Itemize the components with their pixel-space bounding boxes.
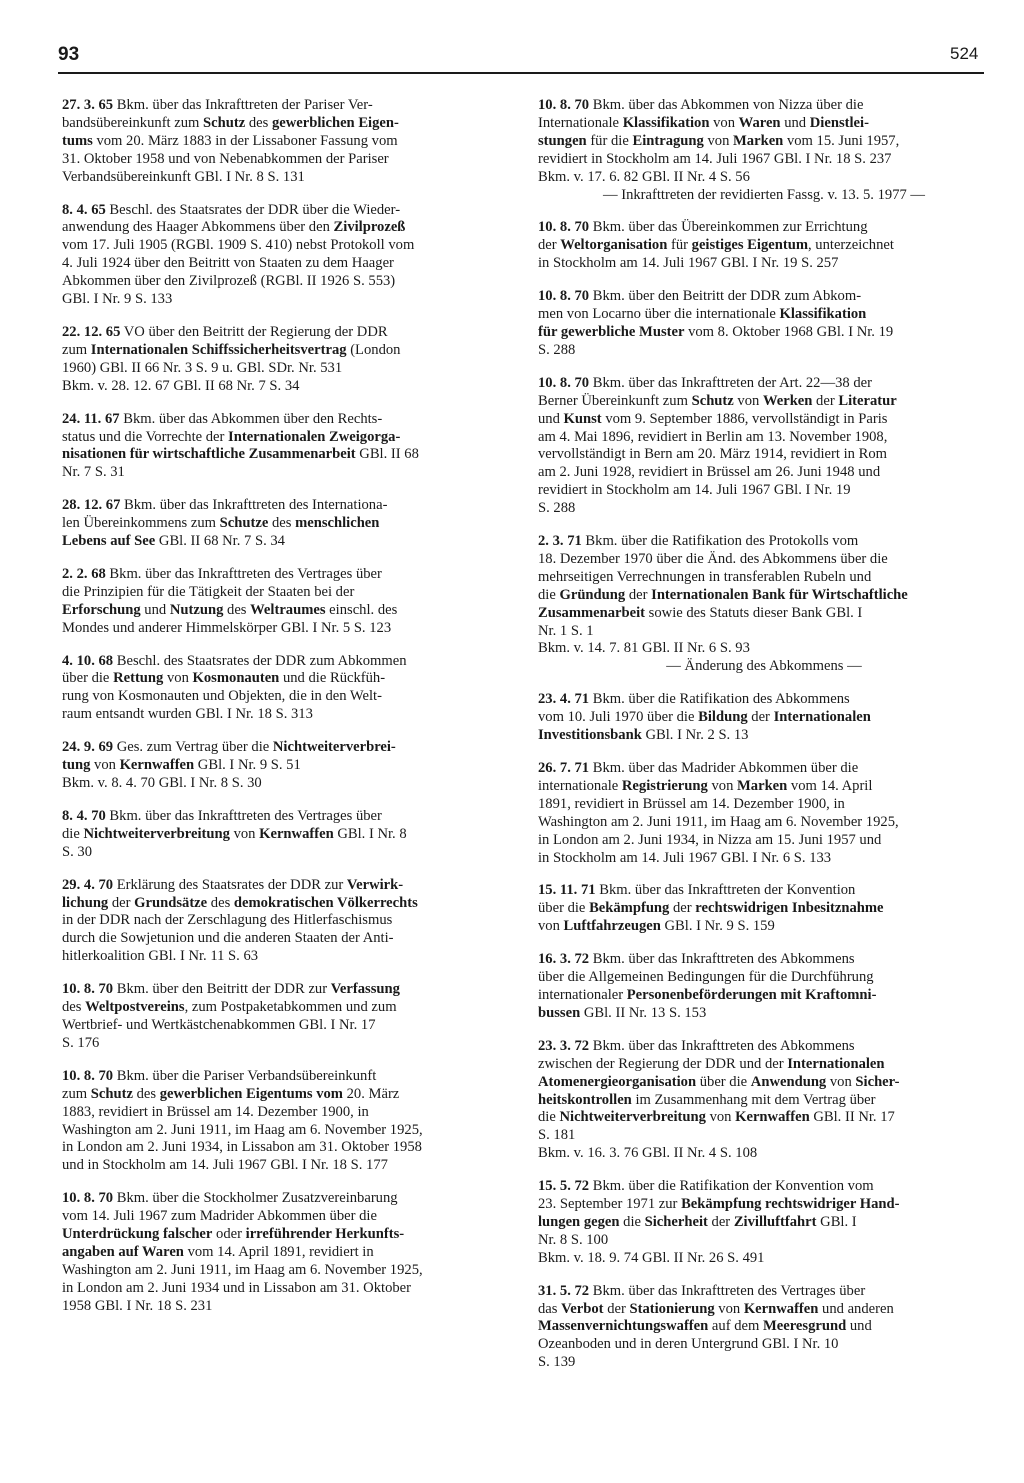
legal-entry [62, 324, 514, 396]
legal-entry [62, 1068, 514, 1175]
entry-line: 16. 3. 72 Bkm. über das Inkrafttreten des Abkommens [538, 951, 855, 968]
entry-line: 1958 GBl. I Nr. 18 S. 231 [62, 1297, 213, 1314]
legal-entry [62, 653, 514, 725]
legal-entry [62, 877, 514, 967]
page-number-right: 524 [950, 44, 979, 63]
entry-line: zum Internationalen Schiffssicherheitsvertrag (London [62, 341, 401, 358]
entry-line: 8. 4. 70 Bkm. über das Inkrafttreten des Vertrages über [62, 807, 382, 824]
entry-line: stungen für die Eintragung von Marken vom 15. Juni 1957, [538, 132, 900, 149]
entry-note: — Änderung des Abkommens — [666, 658, 862, 675]
legal-entry [62, 497, 514, 551]
entry-line: 24. 9. 69 Ges. zum Vertrag über die Nichtweiterverbrei- [62, 739, 396, 756]
entry-line: hitlerkoalition GBl. I Nr. 11 S. 63 [62, 948, 259, 965]
entry-line: len Übereinkommens zum Schutze des menschlichen [62, 515, 380, 532]
entry-line: in Stockholm am 14. Juli 1967 GBl. I Nr. 6 S. 133 [538, 849, 832, 866]
entry-line: S. 288 [538, 341, 576, 358]
entry-line: 23. September 1971 zur Bekämpfung rechtswidriger Hand- [538, 1196, 900, 1213]
legal-entry [62, 202, 514, 309]
entry-line: in Stockholm am 14. Juli 1967 GBl. I Nr. 19 S. 257 [538, 255, 839, 272]
entry-line: bussen GBl. II Nr. 13 S. 153 [538, 1004, 707, 1021]
entry-line: Bkm. v. 16. 3. 76 GBl. II Nr. 4 S. 108 [538, 1145, 758, 1162]
entry-line: GBl. I Nr. 9 S. 133 [62, 291, 173, 308]
legal-entry [62, 411, 514, 483]
entry-line: angaben auf Waren vom 14. April 1891, revidiert in [62, 1243, 374, 1260]
entry-line: von Luftfahrzeugen GBl. I Nr. 9 S. 159 [538, 918, 775, 935]
legal-entry [62, 808, 514, 862]
entry-line: 10. 8. 70 Bkm. über das Inkrafttreten der Art. 22—38 der [538, 374, 872, 391]
entry-line: und in Stockholm am 14. Juli 1967 GBl. I Nr. 18 S. 177 [62, 1157, 388, 1174]
entry-line: Bkm. v. 8. 4. 70 GBl. I Nr. 8 S. 30 [62, 775, 262, 791]
entry-line: 10. 8. 70 Bkm. über das Übereinkommen zur Errichtung [538, 219, 868, 236]
entry-line: S. 288 [538, 500, 576, 517]
legal-entry [538, 375, 990, 518]
entry-line: in London am 2. Juni 1934, in Nizza am 15. Juni 1957 und [538, 831, 882, 848]
entry-line: 4. Juli 1924 über den Beitritt von Staaten zu dem Haager [62, 255, 394, 272]
entry-line: Wertbrief- und Wertkästchenabkommen GBl. I Nr. 17 [62, 1016, 376, 1033]
entry-line: die Nichtweiterverbreitung von Kernwaffen GBl. II Nr. 17 [538, 1109, 895, 1126]
header-rule [58, 72, 984, 74]
entry-line: 27. 3. 65 Bkm. über das Inkrafttreten der Pariser Ver- [62, 97, 373, 113]
entry-line: Bkm. v. 14. 7. 81 GBl. II Nr. 6 S. 93 [538, 640, 750, 657]
entry-line: Nr. 7 S. 31 [62, 464, 125, 481]
entry-line: Bkm. v. 17. 6. 82 GBl. II Nr. 4 S. 56 [538, 168, 750, 185]
entry-line: 23. 4. 71 Bkm. über die Ratifikation des Abkommens [538, 691, 850, 708]
entry-line: für gewerbliche Muster vom 8. Oktober 1968 GBl. I Nr. 19 [538, 323, 894, 340]
entry-line: 1960) GBl. II 66 Nr. 3 S. 9 u. GBl. SDr. Nr. 531 [62, 359, 343, 376]
entry-line: vom 17. Juli 1905 (RGBl. 1909 S. 410) nebst Protokoll vom [62, 237, 415, 254]
entry-line: Unterdrückung falscher oder irreführender Herkunfts- [62, 1226, 405, 1243]
entry-line: 10. 8. 70 Bkm. über die Pariser Verbandsübereinkunft [62, 1067, 377, 1084]
entry-note: — Inkrafttreten der revidierten Fassg. v. 13. 5. 1977 — [602, 186, 926, 203]
entry-line: 28. 12. 67 Bkm. über das Inkrafttreten des Internationa- [62, 497, 388, 514]
entry-line: anwendung des Haager Abkommens über den Zivilprozeß [62, 219, 406, 236]
entry-line: in der DDR nach der Zerschlagung des Hitlerfaschismus [62, 912, 393, 929]
legal-entry [538, 882, 990, 936]
legal-entry [538, 288, 990, 360]
entry-line: S. 30 [62, 843, 93, 860]
entry-line: in London am 2. Juni 1934 und in Lissabon am 31. Oktober [62, 1279, 412, 1296]
entry-line: 10. 8. 70 Bkm. über das Abkommen von Nizza über die [538, 97, 864, 113]
entry-line: lungen gegen die Sicherheit der Zivilluftfahrt GBl. I [538, 1213, 857, 1230]
entry-line: rung von Kosmonauten und Objekten, die in den Welt- [62, 688, 382, 705]
legal-entry [538, 951, 990, 1023]
entry-line: internationaler Personenbeförderungen mit Kraftomni- [538, 986, 877, 1003]
entry-line: zwischen der Regierung der DDR und der Internationalen [538, 1055, 885, 1072]
entry-line: 23. 3. 72 Bkm. über das Inkrafttreten des Abkommens [538, 1037, 855, 1054]
page-number-left: 93 [58, 44, 80, 65]
entry-line: 10. 8. 70 Bkm. über den Beitritt der DDR zur Verfassung [62, 981, 400, 998]
left-column [62, 97, 514, 1331]
entry-line: 22. 12. 65 VO über den Beitritt der Regierung der DDR [62, 323, 388, 340]
right-column [538, 97, 990, 1387]
entry-line: Bkm. v. 18. 9. 74 GBl. II Nr. 26 S. 491 [538, 1249, 765, 1266]
legal-entry [538, 97, 990, 204]
entry-line: vervollständigt in Bern am 20. März 1914, revidiert in Rom [538, 446, 887, 463]
entry-line: der Weltorganisation für geistiges Eigentum, unterzeichnet [538, 237, 894, 254]
legal-entry [538, 1038, 990, 1163]
legal-entry [62, 97, 514, 187]
entry-line: über die Rettung von Kosmonauten und die Rückfüh- [62, 670, 386, 687]
entry-line: men von Locarno über die internationale Klassifikation [538, 306, 867, 323]
entry-line: 1891, revidiert in Brüssel am 14. Dezember 1900, in [538, 795, 845, 812]
entry-line: Abkommen über den Zivilprozeß (RGBl. II 1926 S. 553) [62, 273, 396, 290]
entry-line: Zusammenarbeit sowie des Statuts dieser Bank GBl. I [538, 604, 863, 621]
entry-line: heitskontrollen im Zusammenhang mit dem Vertrag über [538, 1091, 876, 1108]
entry-line: revidiert in Stockholm am 14. Juli 1967 GBl. I Nr. 18 S. 237 [538, 150, 892, 167]
entry-line: 24. 11. 67 Bkm. über das Abkommen über den Rechts- [62, 410, 383, 427]
entry-line: am 4. Mai 1896, revidiert in Berlin am 13. November 1908, [538, 428, 888, 445]
entry-line: 31. 5. 72 Bkm. über das Inkrafttreten des Vertrages über [538, 1282, 866, 1299]
entry-line: 2. 3. 71 Bkm. über die Ratifikation des Protokolls vom [538, 533, 859, 550]
legal-entry [538, 691, 990, 745]
entry-line: Investitionsbank GBl. I Nr. 2 S. 13 [538, 727, 749, 744]
legal-entry [538, 1283, 990, 1373]
legal-entry [538, 1178, 990, 1268]
entry-line: Verbandsübereinkunft GBl. I Nr. 8 S. 131 [62, 168, 305, 185]
entry-line: des Weltpostvereins, zum Postpaketabkommen und zum [62, 999, 397, 1016]
entry-line: internationale Registrierung von Marken vom 14. April [538, 777, 873, 794]
entry-line: raum entsandt wurden GBl. I Nr. 18 S. 313 [62, 706, 313, 723]
entry-line: über die Allgemeinen Bedingungen für die Durchführung [538, 969, 874, 986]
entry-line: 1883, revidiert in Brüssel am 14. Dezember 1900, in [62, 1103, 369, 1120]
entry-line: Washington am 2. Juni 1911, im Haag am 6. November 1925, [62, 1261, 423, 1278]
entry-line: vom 14. Juli 1967 zum Madrider Abkommen über die [62, 1208, 377, 1225]
entry-line: Atomenergieorganisation über die Anwendung von Sicher- [538, 1073, 900, 1090]
entry-line: Berner Übereinkunft zum Schutz von Werken der Literatur [538, 392, 897, 409]
legal-entry [538, 760, 990, 867]
entry-line: 8. 4. 65 Beschl. des Staatsrates der DDR über die Wieder- [62, 201, 401, 218]
entry-line: 18. Dezember 1970 über die Änd. des Abkommens über die [538, 550, 888, 567]
entry-line: Internationale Klassifikation von Waren und Dienstlei- [538, 114, 869, 131]
entry-line: S. 176 [62, 1034, 100, 1051]
entry-line: 26. 7. 71 Bkm. über das Madrider Abkommen über die [538, 760, 859, 776]
entry-line: lichung der Grundsätze des demokratischen Völkerrechts [62, 894, 418, 911]
entry-line: durch die Sowjetunion und die anderen Staaten der Anti- [62, 930, 394, 947]
entry-line: Erforschung und Nutzung des Weltraumes einschl. des [62, 601, 398, 618]
entry-line: Bkm. v. 28. 12. 67 GBl. II 68 Nr. 7 S. 34 [62, 377, 300, 394]
entry-line: 15. 5. 72 Bkm. über die Ratifikation der Konvention vom [538, 1178, 874, 1195]
entry-line: bandsübereinkunft zum Schutz des gewerblichen Eigen- [62, 114, 399, 131]
entry-line: zum Schutz des gewerblichen Eigentums vom 20. März [62, 1085, 400, 1102]
entry-line: 10. 8. 70 Bkm. über den Beitritt der DDR zum Abkom- [538, 288, 862, 305]
entry-line: am 2. Juni 1928, revidiert in Brüssel am 26. Juni 1948 und [538, 464, 881, 481]
entry-line: die Nichtweiterverbreitung von Kernwaffen GBl. I Nr. 8 [62, 825, 407, 842]
legal-entry [538, 219, 990, 273]
legal-entry [62, 739, 514, 793]
entry-line: die Prinzipien für die Tätigkeit der Staaten bei der [62, 583, 355, 600]
entry-line: Ozeanboden und in deren Untergrund GBl. I Nr. 10 [538, 1336, 839, 1353]
entry-line: nisationen für wirtschaftliche Zusammenarbeit GBl. II 68 [62, 446, 419, 463]
entry-line: 31. Oktober 1958 und von Nebenabkommen der Pariser [62, 150, 389, 167]
entry-line: Washington am 2. Juni 1911, im Haag am 6. November 1925, [62, 1121, 423, 1138]
legal-entry [62, 566, 514, 638]
entry-line: die Gründung der Internationalen Bank für Wirtschaftliche [538, 586, 908, 603]
entry-line: Mondes und anderer Himmelskörper GBl. I Nr. 5 S. 123 [62, 619, 392, 636]
entry-line: 29. 4. 70 Erklärung des Staatsrates der DDR zur Verwirk- [62, 876, 404, 893]
entry-line: in London am 2. Juni 1934, in Lissabon am 31. Oktober 1958 [62, 1139, 422, 1156]
entry-line: status und die Vorrechte der Internationalen Zweigorga- [62, 428, 401, 445]
entry-line: 4. 10. 68 Beschl. des Staatsrates der DDR zum Abkommen [62, 652, 407, 669]
legal-entry [538, 533, 990, 676]
entry-line: 15. 11. 71 Bkm. über das Inkrafttreten der Konvention [538, 882, 856, 899]
entry-line: das Verbot der Stationierung von Kernwaffen und anderen [538, 1300, 894, 1317]
entry-line: Massenvernichtungswaffen auf dem Meeresgrund und [538, 1318, 872, 1335]
entry-line: Nr. 1 S. 1 [538, 622, 594, 639]
legal-entry [62, 1190, 514, 1315]
entry-line: über die Bekämpfung der rechtswidrigen Inbesitznahme [538, 900, 884, 917]
entry-line: tung von Kernwaffen GBl. I Nr. 9 S. 51 [62, 757, 301, 774]
entry-line: Lebens auf See GBl. II 68 Nr. 7 S. 34 [62, 533, 285, 550]
entry-line: tums vom 20. März 1883 in der Lissaboner Fassung vom [62, 132, 398, 149]
entry-line: vom 10. Juli 1970 über die Bildung der Internationalen [538, 709, 871, 726]
entry-line: S. 181 [538, 1127, 576, 1144]
entry-line: Washington am 2. Juni 1911, im Haag am 6. November 1925, [538, 813, 899, 830]
entry-line: mehrseitigen Verrechnungen in transferablen Rubeln und [538, 568, 872, 585]
entry-line: und Kunst vom 9. September 1886, vervollständigt in Paris [538, 410, 888, 427]
legal-entry [62, 981, 514, 1053]
entry-line: S. 139 [538, 1354, 576, 1371]
entry-line: revidiert in Stockholm am 14. Juli 1967 GBl. I Nr. 19 [538, 482, 851, 499]
entry-line: Nr. 8 S. 100 [538, 1231, 609, 1248]
entry-line: 2. 2. 68 Bkm. über das Inkrafttreten des Vertrages über [62, 565, 382, 582]
entry-line: 10. 8. 70 Bkm. über die Stockholmer Zusatzvereinbarung [62, 1190, 398, 1207]
